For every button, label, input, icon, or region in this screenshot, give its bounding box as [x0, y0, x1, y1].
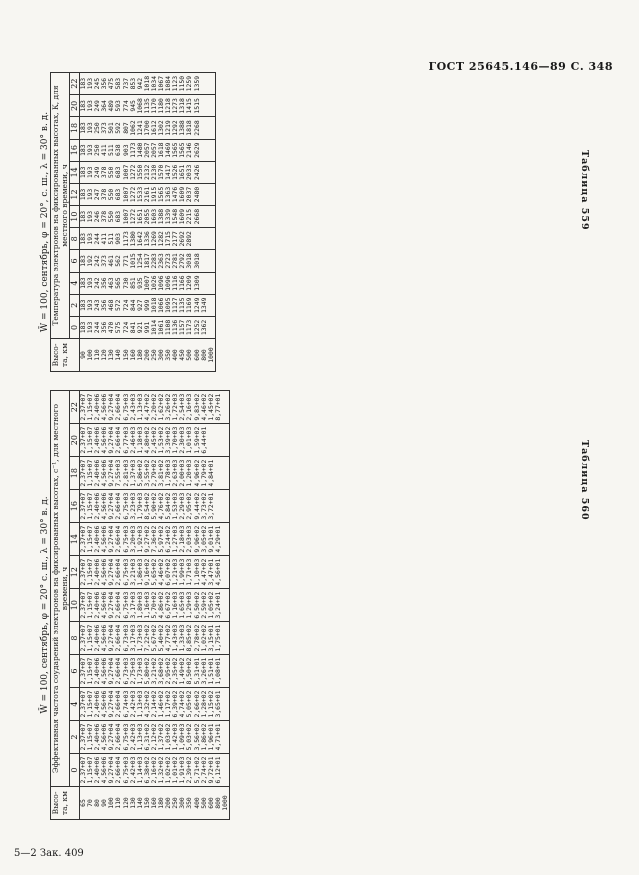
- value-column: 183 193 247 378 550 683 1007 1272 1533 2161 1915 1565 1363 1476 1609 2037 2480: [80, 183, 216, 205]
- hour-header: 6: [70, 250, 80, 272]
- value-column: 2,37+07 1,15+07 2,40+06 4,56+06 9,27+04 2,66+04 6,75+03 3,20+03 1,92+03 9,27+02 7,36+02 5,97+02 6,24+02 1,27+03 2,18+03 2,03+03 9,96+02 3,05+02 9,01+01 4,29+01: [80, 523, 230, 556]
- height-header: Высо-та, км: [51, 787, 80, 820]
- page-header: ГОСТ 25645.146—89 С. 348: [428, 60, 613, 73]
- hour-header: 22: [70, 73, 80, 95]
- value-column: 183 193 244 356 470 575 724 841 921 991 1014 1061 1108 1136 1157 1173 1252 1362: [80, 316, 216, 338]
- hour-header: 8: [70, 228, 80, 250]
- hour-header: 18: [70, 117, 80, 139]
- value-column: 2,37+07 1,15+07 2,40+06 4,56+06 9,27+04 2,66+04 6,75+03 2,42+03 1,13+03 6,31+02 2,12+02 1,37+02 1,03+02 1,42+03 1,09+03 5,03+02 3,56+02 1,86+02 1,96+01 4,71+01: [80, 721, 230, 754]
- hour-header: 22: [70, 391, 80, 424]
- value-column: 183 193 243 356 468 572 724 844 927 999 1018 1066 1095 1127 1135 1169 1249 1349: [80, 294, 216, 316]
- value-column: 183 193 249 378 550 683 1007 1272 1550 2132 2130 1570 1417 1526 1651 2033 2426: [80, 161, 216, 183]
- hour-header: 4: [70, 688, 80, 721]
- value-column: 2,37+07 1,15+07 2,40+06 4,56+06 9,27+04 2,66+04 6,74+03 2,42+03 1,13+03 4,32+02 2,14+02 1,46+02 1,17+02 6,39+02 4,74+02 5,05+02 2,66+02 1,28+02 1,15+02 3,65+01: [80, 688, 230, 721]
- table-560-number: Таблица 560: [579, 440, 590, 521]
- hour-header: 10: [70, 589, 80, 622]
- page-footer: 5—2 Зак. 409: [14, 848, 84, 859]
- value-column: 183 193 249 364 489 593 774 945 1068 1135 1170 1180 1218 1273 1318 1415 1515: [80, 95, 216, 117]
- value-column: 183 193 245 356 475 583 737 853 942 1018 1034 1067 1084 1123 1150 1259 1359: [80, 73, 216, 95]
- table-560: [40, 390, 230, 820]
- hour-header: 14: [70, 161, 80, 183]
- value-column: 183 193 244 411 511 903 1173 1380 1642 1336 1269 1282 1715 2177 2692 2892: [80, 228, 216, 250]
- table-559-caption: W̄ = 100, сентябрь, φ = 20°, с. ш., λ = 30° в. д.: [40, 111, 50, 333]
- table-559-number: Таблица 559: [579, 150, 590, 231]
- hour-header: 2: [70, 294, 80, 316]
- value-column: 2,37+07 1,15+07 2,40+06 4,56+06 9,27+04 2,66+04 6,75+03 3,17+03 1,89+03 1,16+03 5,70+02 4,86+02 6,67+02 1,16+03 1,65+03 1,29+03 6,50+02 2,59+02 1,05+02 3,24+01: [80, 589, 230, 622]
- hour-header: 0: [70, 754, 80, 787]
- hour-header: 8: [70, 622, 80, 655]
- value-column: 2,37+07 1,15+07 2,40+06 4,56+06 9,27+04 2,66+04 6,75+03 2,43+03 1,13+03 4,47+02 2,20+02 1,62+02 3,26+02 1,72+03 2,54+03 2,16+03 9,83+02 4,46+02 1,45+02 8,77+01: [80, 391, 230, 424]
- hour-header: 14: [70, 523, 80, 556]
- value-column: 183 193 250 411 511 638 903 1173 1480 2057 2057 1618 1469 1565 1565 2146 2629: [80, 139, 216, 161]
- hour-header: 6: [70, 655, 80, 688]
- hour-header: 4: [70, 272, 80, 294]
- value-column: 183 193 242 356 463 565 730 851 935 1007 1026 1096 1096 1116 1166 1209 1309: [80, 272, 216, 294]
- hour-header: 18: [70, 457, 80, 490]
- value-column: 2,37+07 1,15+07 2,40+06 4,56+06 9,27+04 2,66+04 6,73+03 2,75+03 1,73+03 5,80+02 3,21+02 3,68+02 2,95+02 2,35+02 1,49+02 8,50+02 5,31+01 3,26+01 1,51+01 1,08+01: [80, 655, 230, 688]
- value-column: 2,37+07 1,15+07 2,40+06 4,56+06 9,27+04 2,66+04 6,75+03 2,42+03 1,14+03 6,38+02 2,16+02 1,32+02 1,02+02 1,01+02 1,91+03 2,39+02 5,71+02 2,74+02 9,72+01 6,12+01: [80, 754, 230, 787]
- height-header: Высо-та, км: [51, 339, 80, 372]
- table-560-subcaption: Эффективная частота соударений электронов на фиксированных высотах, с⁻¹, для местного времени, ч: [51, 391, 70, 787]
- hour-header: 12: [70, 183, 80, 205]
- hour-header: 16: [70, 490, 80, 523]
- value-column: 183 192 242 373 461 562 771 1015 1254 1817 2283 2363 2723 2781 2792 3018 3018: [80, 250, 216, 272]
- hour-header: 0: [70, 316, 80, 338]
- hour-header: 2: [70, 721, 80, 754]
- heights-column: 90 100 110 120 130 140 150 160 180 200 250 300 350 400 450 500 600 800 1000: [80, 339, 216, 372]
- value-column: 183 193 250 373 501 592 807 1062 1241 1700 1612 1302 1219 1292 1388 1818 2268: [80, 117, 216, 139]
- value-column: 2,37+07 1,15+07 2,40+06 4,56+06 9,27+04 2,66+04 6,75+03 3,23+03 1,79+03 8,54+02 5,90+02 4,76+02 5,84+02 1,53+03 2,29+03 2,95+02 9,44+02 3,73+02 3,72+01: [80, 490, 230, 523]
- value-column: 2,37+07 1,15+07 2,40+06 4,56+06 9,27+04 7,55+03 2,81+03 1,37+03 5,86+02 3,55+02 2,79+02 3,81+02 1,78+03 2,63+03 2,00+03 1,20+03 4,96+02 1,79+02 4,84+01: [80, 457, 230, 490]
- value-column: 2,37+07 1,15+07 2,40+06 4,56+06 9,27+04 2,66+04 6,77+03 2,46+03 1,18+03 4,80+02 2,45+02 1,53+02 3,39+02 1,70+03 2,30+03 1,01+03 1,59+02 6,44+01: [80, 424, 230, 457]
- value-column: 2,37+07 1,15+07 2,40+06 4,56+06 9,27+04 2,66+04 6,75+03 3,21+03 1,86+03 9,16+02 5,65+02 4,46+02 6,07+02 1,21+03 1,99+03 1,71+03 1,10+03 4,47+02 3,47+01 4,56+01: [80, 556, 230, 589]
- table-559: [40, 72, 216, 372]
- table-560-caption: W̄ = 100, сентябрь, φ = 20° с. ш., λ = 30° в. д.: [40, 496, 50, 714]
- hour-header: 10: [70, 206, 80, 228]
- value-column: 2,37+07 1,15+07 2,40+06 4,56+06 9,27+04 2,66+04 6,73+03 3,17+03 1,73+03 7,22+02 5,67+02 5,40+02 4,77+02 1,43+03 1,33+03 8,85+02 2,78+02 1,02+02 3,15+01 1,75+01: [80, 622, 230, 655]
- hour-header: 20: [70, 95, 80, 117]
- heights-column: 65 70 80 90 100 110 120 130 140 150 160 180 200 250 300 350 400 500 600 800 1000: [80, 787, 230, 820]
- hour-header: 16: [70, 139, 80, 161]
- hour-header: 12: [70, 556, 80, 589]
- value-column: 183 193 246 378 550 683 1007 1272 1651 2055 1603 1388 1339 1548 1609 2215 2668: [80, 206, 216, 228]
- hour-header: 20: [70, 424, 80, 457]
- table-559-subcaption: Температура электронов на фиксированных высотах, К, для местного времени, ч: [51, 73, 70, 339]
